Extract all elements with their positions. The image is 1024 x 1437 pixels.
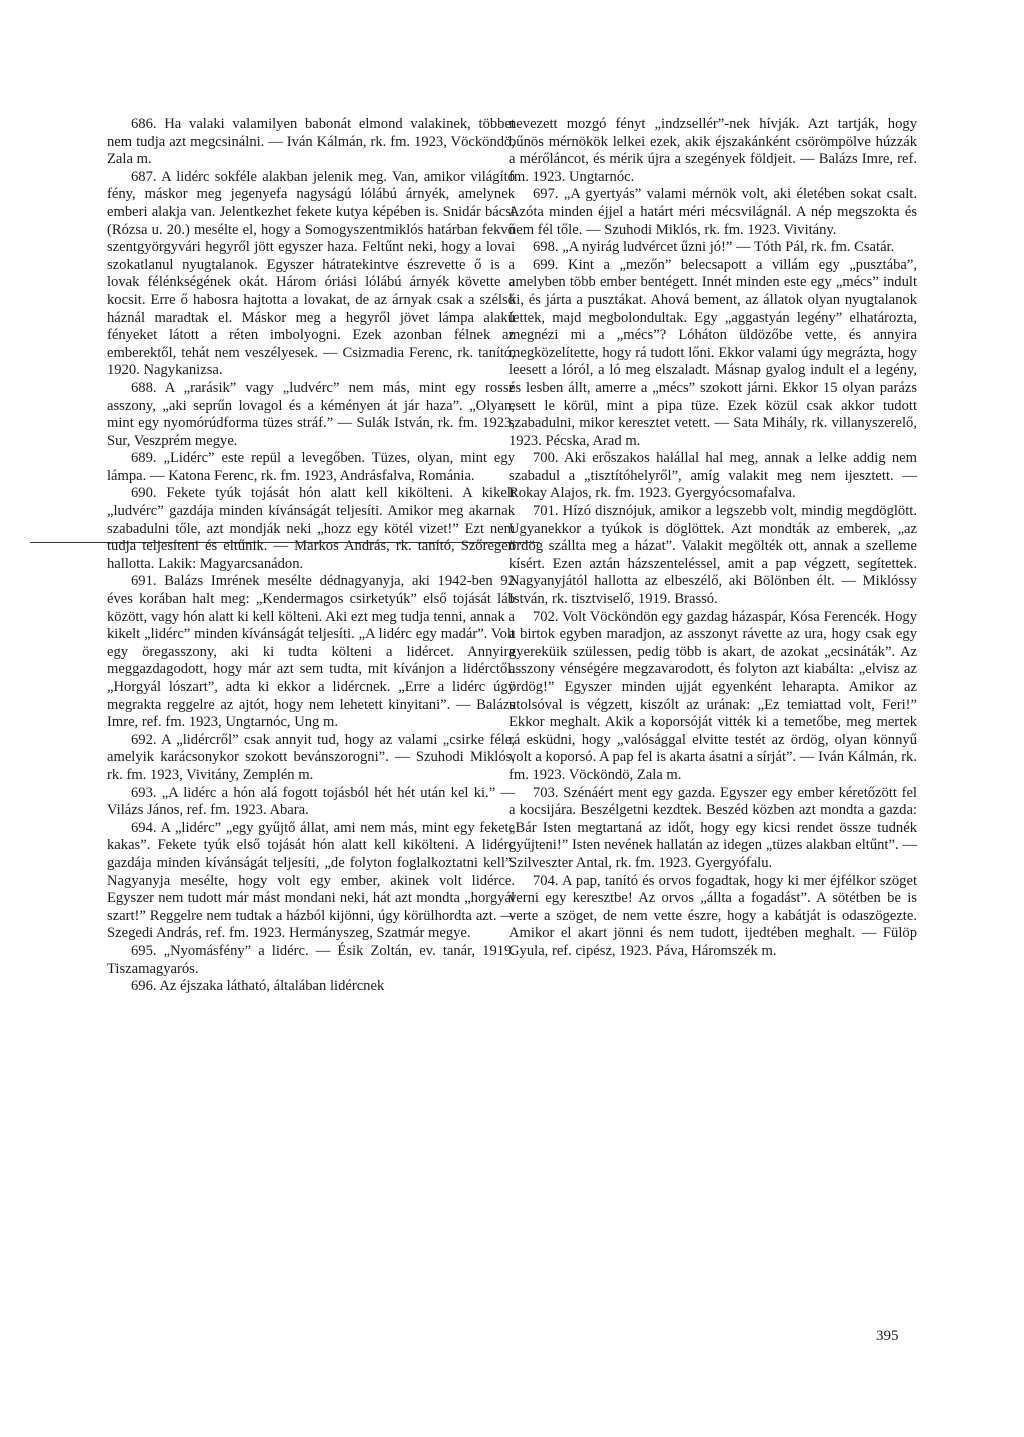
entry-696-continued: nevezett mozgó fényt „indzsellér”-nek hívják. Azt tartják, hogy bűnös mérnökök lelkei ezek, akik éjszakánként csörömpölve húzzák a mérőláncot, és mérik újra a szegények földjeit. — Balázs Imre, ref. fm. 1923. Ungtarnóc. — [509, 116, 917, 185]
entry-698: 698. „A nyirág ludvércet űzni jó!” — Tóth Pál, rk. fm. Csatár. — [533, 239, 895, 256]
entry-703: 703. Szénáért ment egy gazda. Egyszer egy ember kéretőzött fel a kocsijára. Beszélgetni kezdtek. Beszéd közben azt mondta a gazda: „Bár Isten megtartaná az időt, hogy egy kicsi rendet össze tudnék gyűjteni!” Isten nevének hallatán az idegen „tüzes alakban eltűnt”. — Szilveszter Antal, rk. fm. 1923. Gyergyófalu. — [509, 784, 917, 871]
entry-689: 689. „Lidérc” este repül a levegőben. Tüzes, olyan, mint egy lámpa. — Katona Ferenc, rk. fm. 1923, Andrásfalva, Románia. — [107, 450, 515, 484]
entry-693: 693. „A lidérc a hón alá fogott tojásból hét hét után kel ki.” — Vilázs János, ref. fm. 1923. Abara. — [107, 784, 515, 819]
left-column — [107, 116, 515, 996]
entry-687: 687. A lidérc sokféle alakban jelenik meg. Van, amikor világító fény, máskor meg jegenyefa nagyságú lólábú árnyék, amelynek emberi alakja van. Jelentkezhet fekete kutya képében is. Snidár bácsi (Rózsa u. 20.) mesélte el, hogy a Somogyszentmiklós határban fekvő szentgyörgyvári hegyről jött egyszer haza. Feltűnt neki, hogy a lovai szokatlanul nyugtalanok. Egyszer hátratekintve észrevette ő is a lovak félénkségének okát. Három óriási lólábú árnyék követte a kocsit. Erre ő habosra hajtotta a lovakat, de az árnyak csak a szélső háznál maradtak el. Máskor meg a hegyről jövet lámpa alakú fényeket látott a réten imbolyogni. Ezek azonban félnek az emberektől, tehát nem veszélyesek. — Csizmadia Ferenc, rk. tanító, 1920. Nagykanizsa. — [107, 168, 515, 379]
entry-694: 694. A „lidérc” „egy gyűjtő állat, ami nem más, mint egy fekete kakas”. Fekete tyúk első tojását hón alatt kell kikölteni. A lidérc gazdája minden kívánságát teljesíti, „de folyton foglalkoztatni kell”. Nagyanyja mesélte, hogy volt egy ember, akinek volt lidérce. Egyszer nem tudott már mást mondani neki, hát azt mondta „horgyál szart!” Reggelre nem tudtak a házból kijönni, úgy körülhordta azt. — Szegedi András, ref. fm. 1923. Hermányszeg, Szatmár megye. — [107, 819, 515, 942]
entry-701: 701. Hízó disznójuk, amikor a legszebb volt, mindig megdöglött. Ugyanekkor a tyúkok is döglöttek. Azt mondták az emberek, „az ördög szállta meg a házat”. Valakit megölték ott, annak a szelleme kísért. Ezen aztán házszenteléssel, amit a pap végzett, segítettek. Nagyanyjától hallotta az elbeszélő, aki Bölönben élt. — Miklóssy István, rk. tisztviselő, 1919. Brassó. — [509, 503, 917, 608]
entry-700: 700. Aki erőszakos halállal hal meg, annak a lelke addig nem szabadul a „tisztítóhelyről”, amíg valakit meg nem ijesztett. — Rokay Alajos, rk. fm. 1923. Gyergyócsomafalva. — [509, 450, 917, 502]
page-number: 395 — [876, 1328, 899, 1344]
entry-704: 704. A pap, tanító és orvos fogadtak, hogy ki mer éjfélkor szöget verni egy keresztbe! Az orvos „állta a fogadást”. A sötétben be is verte a szöget, de nem vette észre, hogy a kabátját is odaszögezte. Amikor el akart jönni és nem tudott, ijedtében meghalt. — Fülöp Gyula, ref. cipész, 1923. Páva, Háromszék m. — [509, 872, 917, 959]
entry-696-start: 696. Az éjszaka látható, általában lidércnek — [131, 978, 385, 995]
entry-695: 695. „Nyomásfény” a lidérc. — Ésik Zoltán, ev. tanár, 1919. Tiszamagyarós. — [107, 942, 515, 977]
entry-699: 699. Kint a „mezőn” belecsapott a villám egy „pusztába”, amelyben több ember bentégett. Innét minden este egy „mécs” indult ki, és járta a pusztákat. Ahová bement, az állatok olyan nyugtalanok lettek, majd megbolondultak. Egy „aggastyán legény” elhatározta, megnézi mi a „mécs”? Lóháton üldözőbe vette, és annyira megközelítette, hogy rá tudott lőni. Ekkor valami úgy megrázta, hogy leesett a lóról, a ló meg elszaladt. Másnap gyalog indult el a legény, és lesben állt, amerre a „mécs” szokott járni. Ekkor 15 olyan parázs esett le körül, mint a pipa tüze. Ezek közül csak akkor tudott szabadulni, mikor keresztet vetett. — Sata Mihály, rk. villanyszerelő, 1923. Pécska, Arad m. — [509, 256, 917, 449]
entry-690: 690. Fekete tyúk tojását hón alatt kell kikölteni. A kikelt „ludvérc” gazdája minden kívánságát teljesíti. Amikor meg akarnak szabadulni tőle, azt mondják neki „hozz egy kötél vizet!” Ezt nem tudja teljesíteni és eltűnik. — Markos András, rk. tanító, Szőregen hallotta. Lakik: Magyarcsanádon. — [107, 485, 515, 572]
section-divider-line — [30, 542, 540, 543]
right-column — [509, 116, 917, 961]
entry-697: 697. „A gyertyás” valami mérnök volt, aki életében sokat csalt. Azóta minden éjjel a határt méri mécsvilágnál. A nép megszokta és nem fél tőle. — Szuhodi Miklós, rk. fm. 1923. Vivitány. — [509, 186, 917, 238]
entry-688: 688. A „rarásik” vagy „ludvérc” nem más, mint egy rossz asszony, „aki seprűn lovagol és a kéményen át jár haza”. „Olyan, mint egy nyomórúdforma tüzes stráf.” — Sulák István, rk. fm. 1923, Sur, Veszprém megye. — [107, 379, 515, 449]
entry-692: 692. A „lidércről” csak annyit tud, hogy az valami „csirke féle, amelyik karácsonykor szokott bevánszorogni”. — Szuhodi Miklós, rk. fm. 1923, Vivitány, Zemplén m. — [107, 731, 515, 783]
entry-702: 702. Volt Vöcköndön egy gazdag házaspár, Kósa Ferencék. Hogy a birtok egyben maradjon, az asszonyt rávette az ura, hogy csak egy gyereküik szülessen, pedig több is akart, de azokat „ecsináták”. Az asszony vénségére megzavarodott, és folyton azt kiabálta: „elvisz az ördög!” Egyszer minden ujját egyenként leharapta. Amikor az utolsóval is végzett, kiszólt az urának: „Ez temiattad volt, Feri!” Ekkor meghalt. Akik a koporsóját vitték ki a temetőbe, meg mertek rá esküdni, hogy „valósággal elvitte testét az ördög, olyan könnyű volt a koporsó. A pap fel is akarta ásatni a sírját”. — Iván Kálmán, rk. fm. 1923. Vöcköndö, Zala m. — [509, 608, 917, 783]
entry-686: 686. Ha valaki valamilyen babonát elmond valakinek, többet nem tudja azt megcsinálni. — Iván Kálmán, rk. fm. 1923, Vöcköndö, Zala m. — [107, 116, 515, 168]
entry-691: 691. Balázs Imrének mesélte dédnagyanyja, aki 1942-ben 92 éves korában halt meg: „Kendermagos csirketyúk” első tojását láb között, vagy hón alatt ki kell költeni. Aki ezt meg tudja tenni, annak a kikelt „lidérc” minden kívánságát teljesíti. „A lidérc egy madár”. Volt egy öregasszony, aki ki tudta költeni a lidércet. Annyira meggazdagodott, hogy már azt sem tudta, mit kívánjon a lidérctől. „Horgyál lószart”, adta ki ekkor a lidércnek. „Erre a lidérc úgy megrakta reggelre az ajtót, hogy nem lehetett kinyitani”. — Balázs Imre, ref. fm. 1923, Ungtarnóc, Ung m. — [107, 573, 515, 731]
